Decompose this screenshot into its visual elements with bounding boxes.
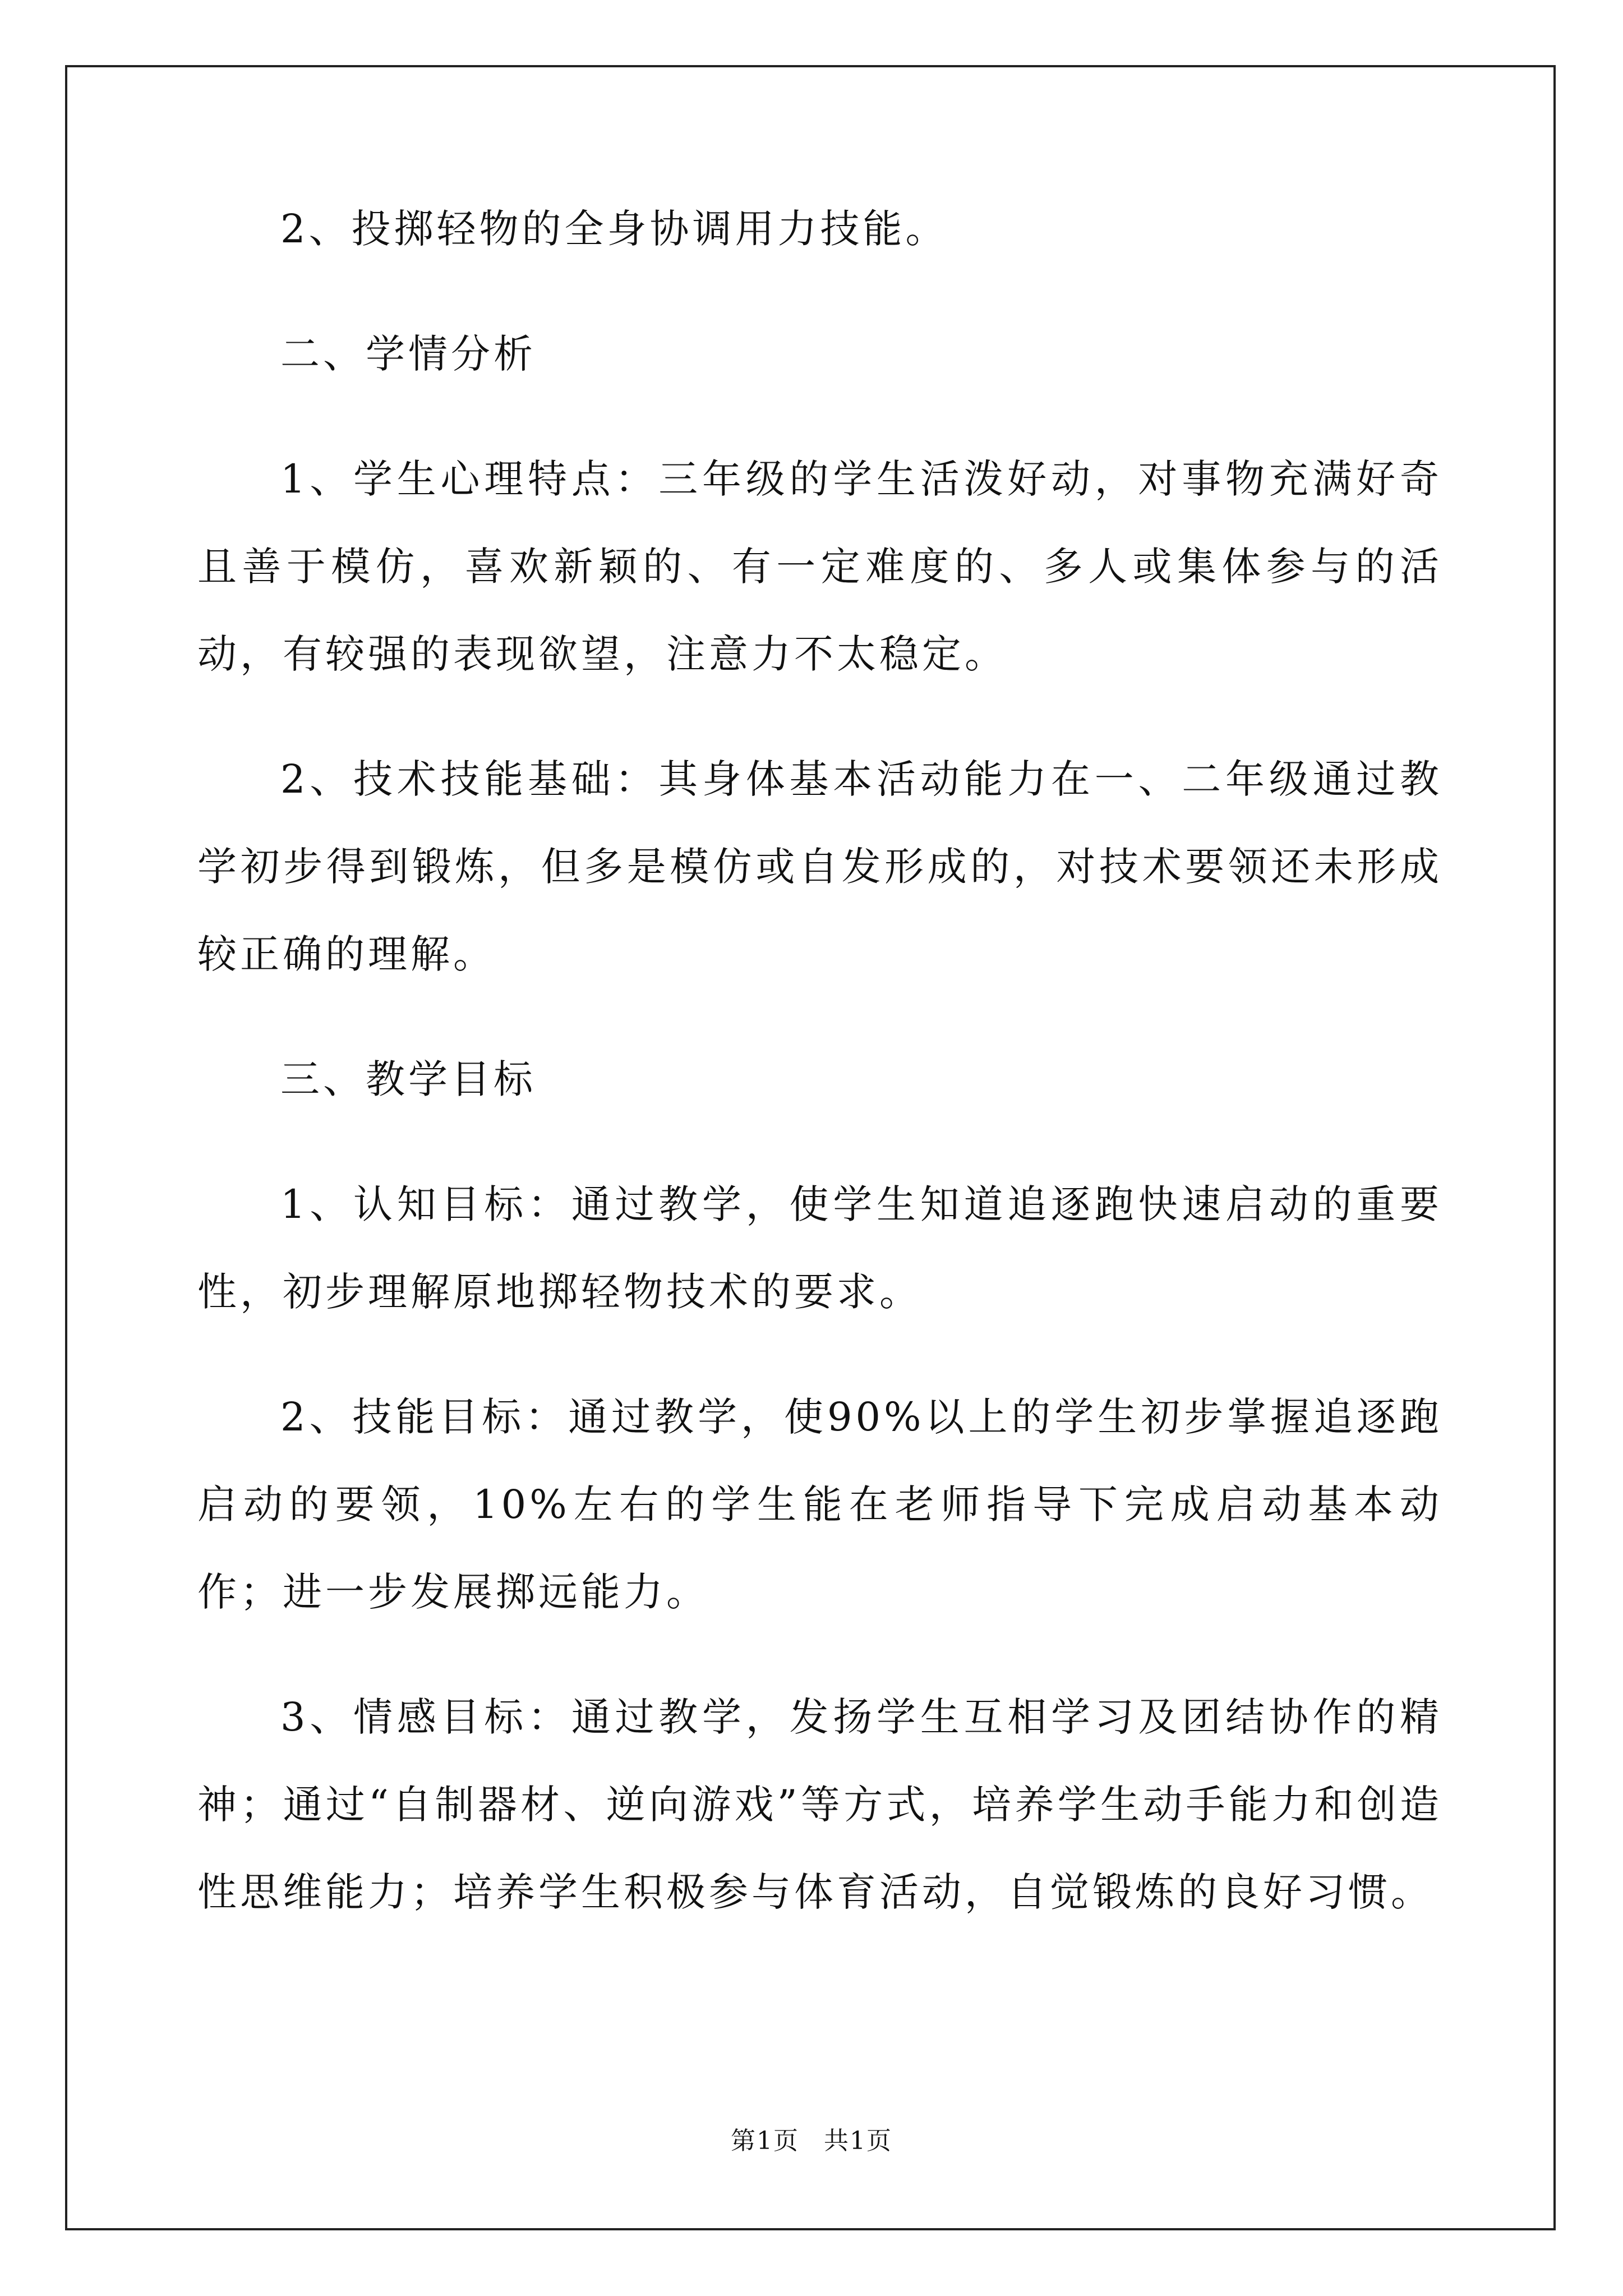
paragraph-cognitive-goal: 1、认知目标：通过教学，使学生知道追逐跑快速启动的重要性，初步理解原地掷轻物技术的要求。 bbox=[197, 1181, 1442, 1315]
paragraph-skill-goal: 2、技能目标：通过教学，使90%以上的学生初步掌握追逐跑启动的要领，10%左右的学生能在老师指导下完成启动基本动作；进一步发展掷远能力。 bbox=[197, 1394, 1442, 1615]
page-footer bbox=[0, 2120, 1623, 2156]
paragraph-skill-foundation: 2、技术技能基础：其身体基本活动能力在一、二年级通过教学初步得到锻炼，但多是模仿或自发形成的，对技术要领还未形成较正确的理解。 bbox=[197, 756, 1442, 977]
page-number-current: 第1页 bbox=[731, 2127, 799, 2155]
paragraph-psychological-traits: 1、学生心理特点：三年级的学生活泼好动，对事物充满好奇且善于模仿，喜欢新颖的、有一定难度的、多人或集体参与的活动，有较强的表现欲望，注意力不太稳定。 bbox=[197, 456, 1442, 677]
paragraph-affective-goal: 3、情感目标：通过教学，发扬学生互相学习及团结协作的精神；通过“自制器材、逆向游戏”等方式，培养学生动手能力和创造性思维能力；培养学生积极参与体育活动，自觉锻炼的良好习惯。 bbox=[197, 1694, 1442, 1915]
paragraph-throwing-skill: 2、投掷轻物的全身协调用力技能。 bbox=[280, 206, 948, 252]
section-heading-learner-analysis: 二、学情分析 bbox=[280, 331, 536, 377]
page-number-total: 共1页 bbox=[824, 2127, 892, 2155]
document-body bbox=[197, 185, 1442, 1973]
section-heading-teaching-goals: 三、教学目标 bbox=[280, 1056, 536, 1102]
